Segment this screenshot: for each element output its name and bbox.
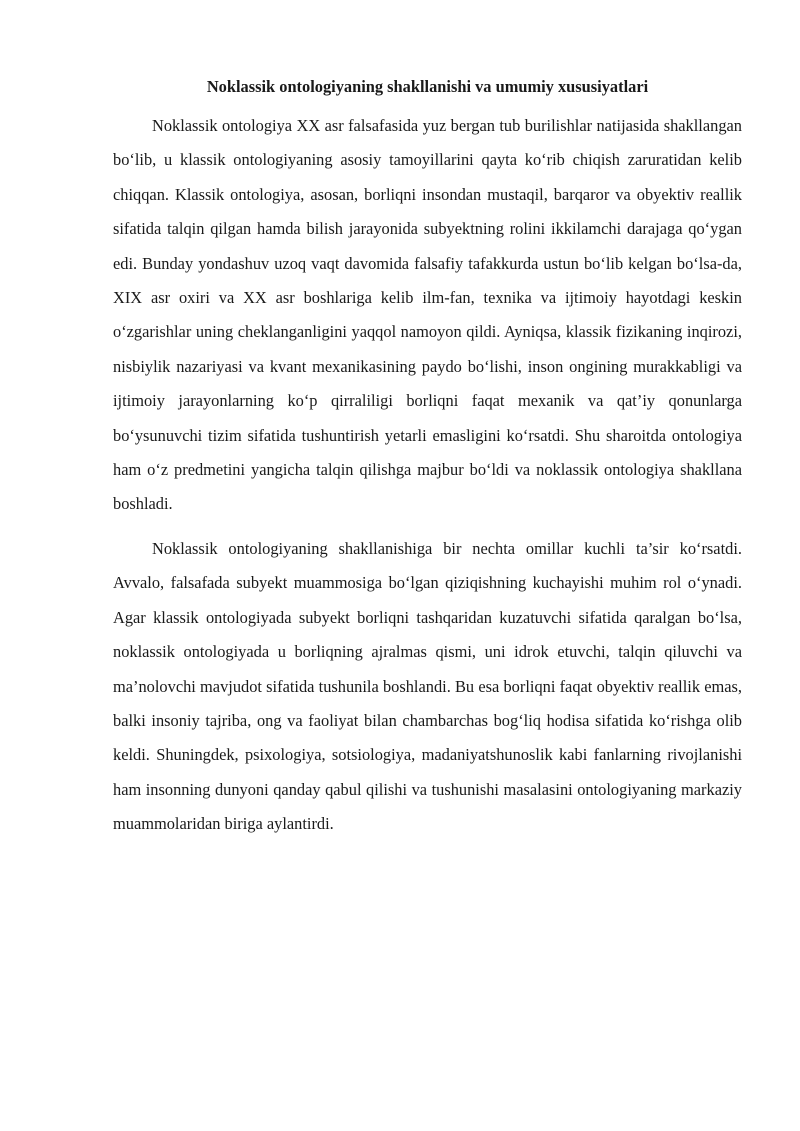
- paragraph-1: Noklassik ontologiya XX asr falsafasida yuz bergan tub burilishlar natijasida shakllangan bo‘lib, u klassik ontologiyaning asosiy tamoyillarini qayta ko‘rib chiqish zaruratidan kelib chiqqan. Klassik ontologiya, asosan, borliqni insondan mustaqil, barqaror va obyektiv reallik sifatida talqin qilgan hamda bilish jarayonida subyektning rolini ikkilamchi darajaga qo‘ygan edi. Bunday yondashuv uzoq vaqt davomida falsafiy tafakkurda ustun bo‘lib kelgan bo‘lsa-da, XIX asr oxiri va XX asr boshlariga kelib ilm-fan, texnika va ijtimoiy hayotdagi keskin o‘zgarishlar uning cheklanganligini yaqqol namoyon qildi. Ayniqsa, klassik fizikaning inqirozi, nisbiylik nazariyasi va kvant mexanikasining paydo bo‘lishi, inson ongining murakkabligi va ijtimoiy jarayonlarning ko‘p qirraliligi borliqni faqat mexanik va qat’iy qonunlarga bo‘ysunuvchi tizim sifatida tushuntirish yetarli emasligini ko‘rsatdi. Shu sharoitda ontologiya ham o‘z predmetini yangicha talqin qilishga majbur bo‘ldi va noklassik ontologiya shakllana boshladi.: [113, 116, 742, 514]
- document-title: Noklassik ontologiyaning shakllanishi va umumiy xususiyatlari: [206, 77, 649, 96]
- paragraph-2: Noklassik ontologiyaning shakllanishiga bir nechta omillar kuchli ta’sir ko‘rsatdi. Avvalo, falsafada subyekt muammosiga bo‘lgan qiziqishning kuchayishi muhim rol o‘ynadi. Agar klassik ontologiyada subyekt borliqni tashqaridan kuzatuvchi sifatida qaralgan bo‘lsa, noklassik ontologiyada u borliqning ajralmas qismi, uni idrok etuvchi, talqin qiluvchi va ma’nolovchi mavjudot sifatida tushunila boshlandi. Bu esa borliqni faqat obyektiv reallik emas, balki insoniy tajriba, ong va faoliyat bilan chambarchas bog‘liq hodisa sifatida ko‘rishga olib keldi. Shuningdek, psixologiya, sotsiologiya, madaniyatshunoslik kabi fanlarning rivojlanishi ham insonning dunyoni qanday qabul qilishi va tushunishi masalasini ontologiyaning markaziy muammolaridan biriga aylantirdi.: [113, 538, 742, 834]
- document-body: [113, 70, 742, 842]
